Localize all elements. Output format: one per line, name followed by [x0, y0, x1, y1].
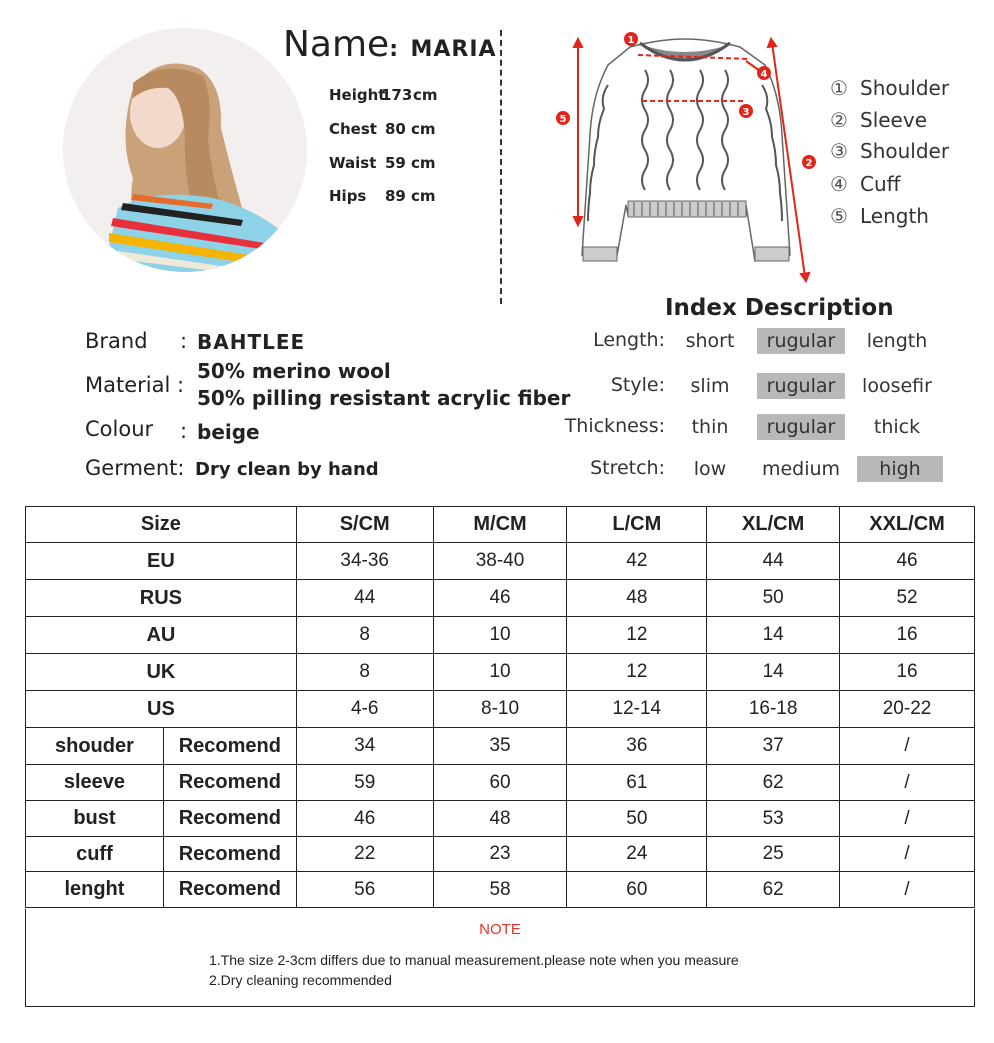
table-cell: 59: [296, 765, 433, 801]
row-label: RUS: [26, 580, 297, 617]
measurement-unit: cm: [411, 154, 436, 172]
row-label: UK: [26, 654, 297, 691]
table-cell: 4-6: [296, 691, 433, 728]
index-option-selected: rugular: [757, 414, 845, 440]
index-option: loosefir: [862, 375, 932, 397]
table-cell: 44: [296, 580, 433, 617]
legend-item: [830, 76, 949, 100]
row-sublabel: Recomend: [163, 728, 296, 765]
table-cell: 10: [433, 617, 567, 654]
measurement-value: 173: [381, 86, 413, 104]
note-line-2: 2.Dry cleaning recommended: [209, 972, 392, 988]
name-label: Name: [283, 24, 390, 65]
table-cell: 62: [707, 872, 840, 908]
index-title: Index Description: [665, 295, 894, 321]
row-sublabel: Recomend: [163, 837, 296, 872]
index-option: short: [685, 330, 735, 352]
row-label: US: [26, 691, 297, 728]
table-row: [26, 872, 975, 908]
name-separator: :: [389, 37, 400, 62]
table-row: [26, 654, 975, 691]
legend-item: [830, 204, 929, 228]
index-option-selected: rugular: [757, 328, 845, 354]
divider-dashed: [500, 30, 502, 304]
table-cell: 34: [296, 728, 433, 765]
germent-label: Germent:: [85, 456, 185, 480]
table-cell: 12-14: [567, 691, 707, 728]
header-cell: M/CM: [433, 507, 567, 543]
index-option: slim: [690, 375, 730, 397]
legend-number: ②: [830, 108, 848, 132]
table-cell: 10: [433, 654, 567, 691]
table-cell: 8: [296, 654, 433, 691]
table-cell: 61: [567, 765, 707, 801]
legend-item: [830, 139, 949, 163]
row-label: cuff: [26, 837, 164, 872]
name-value: MARIA: [410, 37, 497, 62]
brand-label: Brand: [85, 329, 148, 353]
table-cell: 20-22: [840, 691, 975, 728]
header-cell: XXL/CM: [840, 507, 975, 543]
marker-4: 4: [760, 69, 768, 80]
measurement-value: 89: [385, 187, 406, 205]
table-cell: 25: [707, 837, 840, 872]
header-cell: XL/CM: [707, 507, 840, 543]
note-line-1: 1.The size 2-3cm differs due to manual measurement.please note when you measure: [209, 952, 739, 968]
note-title: NOTE: [479, 921, 521, 938]
brand-value: BAHTLEE: [197, 330, 306, 354]
measurement-unit: cm: [411, 187, 436, 205]
table-cell: 23: [433, 837, 567, 872]
table-cell: 48: [567, 580, 707, 617]
row-label: sleeve: [26, 765, 164, 801]
legend-number: ①: [830, 76, 848, 100]
table-cell: 12: [567, 617, 707, 654]
material-line-2: 50% pilling resistant acrylic fiber: [197, 386, 571, 410]
table-cell: 50: [707, 580, 840, 617]
index-label: Stretch:: [590, 457, 665, 479]
table-row: [26, 837, 975, 872]
legend-label: Shoulder: [860, 76, 950, 100]
table-row: [26, 728, 975, 765]
measurement-value: 59: [385, 154, 406, 172]
table-cell: 24: [567, 837, 707, 872]
measurement-label: Height: [329, 86, 386, 104]
colour-label: Colour: [85, 417, 154, 441]
model-name: [283, 24, 497, 65]
measurement-label: Waist: [329, 154, 377, 172]
table-cell: 46: [433, 580, 567, 617]
table-cell: 38-40: [433, 543, 567, 580]
row-label: EU: [26, 543, 297, 580]
table-cell: 36: [567, 728, 707, 765]
measurement-label: Hips: [329, 187, 367, 205]
header-cell: S/CM: [296, 507, 433, 543]
index-option: length: [866, 330, 928, 352]
row-sublabel: Recomend: [163, 872, 296, 908]
table-cell: 42: [567, 543, 707, 580]
marker-5: 5: [559, 114, 567, 125]
row-label: AU: [26, 617, 297, 654]
row-sublabel: Recomend: [163, 765, 296, 801]
table-cell: 50: [567, 801, 707, 837]
legend-label: Cuff: [860, 172, 901, 196]
measurement-value: 80: [385, 120, 406, 138]
marker-2: 2: [805, 158, 813, 169]
legend-item: [830, 108, 927, 132]
row-sublabel: Recomend: [163, 801, 296, 837]
table-cell: 46: [840, 543, 975, 580]
table-cell: 56: [296, 872, 433, 908]
legend-label: Length: [860, 204, 929, 228]
index-label: Length:: [593, 329, 665, 351]
legend-label: Sleeve: [860, 108, 928, 132]
table-row: [26, 765, 975, 801]
table-cell: 60: [433, 765, 567, 801]
sweater-diagram: [550, 25, 820, 285]
table-cell: 16: [840, 617, 975, 654]
legend-number: ③: [830, 139, 848, 163]
table-header-row: [26, 507, 975, 543]
table-cell: 62: [707, 765, 840, 801]
index-option: low: [693, 458, 727, 480]
table-cell: /: [840, 872, 975, 908]
marker-3: 3: [742, 107, 750, 118]
table-cell: 60: [567, 872, 707, 908]
legend-number: ⑤: [830, 204, 848, 228]
table-cell: 37: [707, 728, 840, 765]
header-cell: L/CM: [567, 507, 707, 543]
index-option-selected: rugular: [757, 373, 845, 399]
legend-item: [830, 172, 900, 196]
model-photo: [63, 28, 307, 272]
table-cell: 35: [433, 728, 567, 765]
table-cell: 48: [433, 801, 567, 837]
table-row: [26, 543, 975, 580]
note-box: [25, 909, 975, 1007]
table-cell: 8: [296, 617, 433, 654]
table-cell: 46: [296, 801, 433, 837]
colour-separator: :: [180, 419, 188, 443]
table-cell: 14: [707, 617, 840, 654]
table-row: [26, 617, 975, 654]
table-cell: 14: [707, 654, 840, 691]
measurement-label: Chest: [329, 120, 377, 138]
index-label: Style:: [610, 374, 665, 396]
legend-label: Shoulder: [860, 139, 950, 163]
table-cell: 8-10: [433, 691, 567, 728]
row-label: bust: [26, 801, 164, 837]
index-option: medium: [761, 458, 841, 480]
table-cell: /: [840, 765, 975, 801]
germent-value: Dry clean by hand: [195, 459, 379, 480]
header-cell: Size: [26, 507, 297, 543]
table-cell: /: [840, 728, 975, 765]
index-option: thin: [691, 416, 729, 438]
brand-separator: :: [180, 329, 188, 353]
index-option-selected: high: [857, 456, 943, 482]
index-label: Thickness:: [564, 415, 665, 437]
material-label: Material :: [85, 373, 185, 397]
table-row: [26, 691, 975, 728]
table-cell: /: [840, 837, 975, 872]
table-cell: 34-36: [296, 543, 433, 580]
row-label: shouder: [26, 728, 164, 765]
table-cell: 44: [707, 543, 840, 580]
table-cell: 52: [840, 580, 975, 617]
measurement-unit: cm: [411, 120, 436, 138]
size-table: [25, 506, 975, 908]
legend-number: ④: [830, 172, 848, 196]
marker-1: 1: [627, 35, 635, 46]
table-cell: 16: [840, 654, 975, 691]
table-cell: /: [840, 801, 975, 837]
measurement-unit: cm: [413, 86, 438, 104]
index-option: thick: [873, 416, 921, 438]
material-line-1: 50% merino wool: [197, 359, 391, 383]
table-cell: 22: [296, 837, 433, 872]
table-row: [26, 801, 975, 837]
table-row: [26, 580, 975, 617]
table-cell: 53: [707, 801, 840, 837]
colour-value: beige: [197, 420, 260, 444]
row-label: lenght: [26, 872, 164, 908]
table-cell: 58: [433, 872, 567, 908]
table-cell: 16-18: [707, 691, 840, 728]
table-cell: 12: [567, 654, 707, 691]
